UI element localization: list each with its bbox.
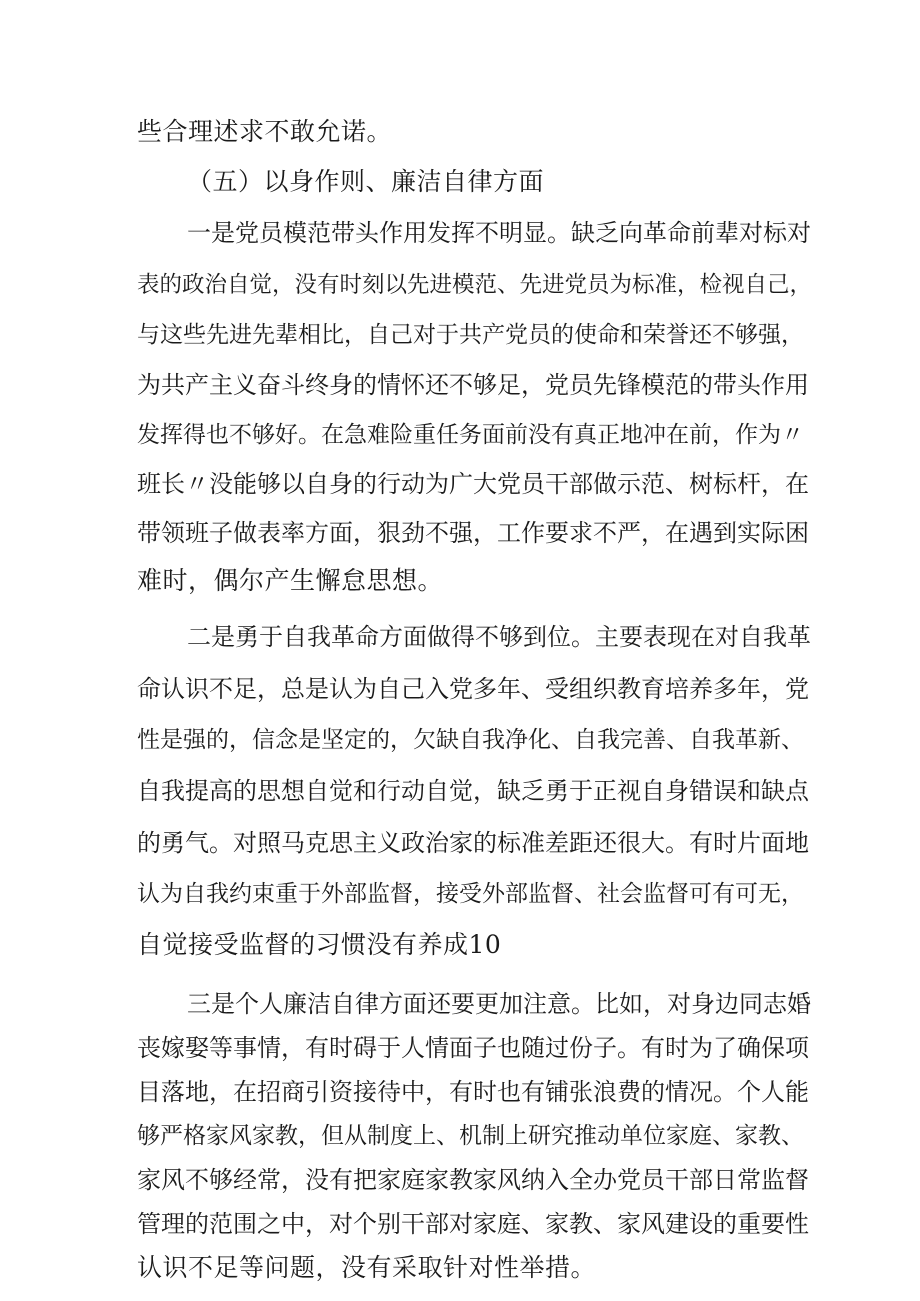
paragraph-line: 家风不够经常，没有把家庭家教家风纳入全办党员干部日常监督 [137, 1166, 809, 1194]
paragraph-line: 班长〃没能够以自身的行动为广大党员干部做示范、树标杆，在 [137, 470, 809, 498]
paragraph-line: 难时，偶尔产生懈怠思想。 [137, 566, 444, 595]
paragraph-line: 自觉接受监督的习惯没有养成10 [137, 930, 502, 959]
paragraph-line: 三是个人廉洁自律方面还要更加注意。比如，对身边同志婚 [187, 990, 811, 1018]
paragraph-line: 一是党员模范带头作用发挥不明显。缺乏向革命前辈对标对 [187, 219, 811, 247]
paragraph-line: 带领班子做表率方面，狠劲不强，工作要求不严，在遇到实际困 [137, 519, 809, 547]
paragraph-line: 与这些先进先辈相比，自己对于共产党员的使命和荣誉还不够强， [137, 322, 804, 348]
paragraph-line: 够严格家风家教，但从制度上、机制上研究推动单位家庭、家教、 [137, 1123, 804, 1149]
paragraph-line: 自我提高的思想自觉和行动自觉，缺乏勇于正视自身错误和缺点 [137, 777, 809, 805]
paragraph-line: 为共产主义奋斗终身的情怀还不够足，党员先锋模范的带头作用 [137, 371, 809, 399]
paragraph-line: 认识不足等问题，没有采取针对性举措。 [137, 1253, 597, 1282]
paragraph-line: 些合理述求不敢允诺。 [137, 117, 393, 146]
paragraph-line: 的勇气。对照马克思主义政治家的标准差距还很大。有时片面地 [137, 829, 809, 857]
paragraph-line: 发挥得也不够好。在急难险重任务面前没有真正地冲在前，作为〃 [137, 422, 804, 448]
paragraph-line: 命认识不足，总是认为自己入党多年、受组织教育培养多年，党 [137, 675, 809, 703]
section-heading: （五）以身作则、廉洁自律方面 [187, 167, 545, 196]
paragraph-line: 性是强的，信念是坚定的，欠缺自我净化、自我完善、自我革新、 [137, 727, 804, 753]
paragraph-line: 二是勇于自我革命方面做得不够到位。主要表现在对自我革 [187, 623, 811, 651]
paragraph-line: 认为自我约束重于外部监督，接受外部监督、社会监督可有可无， [137, 881, 804, 907]
paragraph-line: 管理的范围之中，对个别干部对家庭、家教、家风建设的重要性 [137, 1210, 809, 1238]
paragraph-line: 丧嫁娶等事情，有时碍于人情面子也随过份子。有时为了确保项 [137, 1034, 809, 1062]
paragraph-line: 目落地，在招商引资接待中，有时也有铺张浪费的情况。个人能 [137, 1078, 809, 1106]
paragraph-line: 表的政治自觉，没有时刻以先进模范、先进党员为标准，检视自己， [137, 272, 813, 298]
